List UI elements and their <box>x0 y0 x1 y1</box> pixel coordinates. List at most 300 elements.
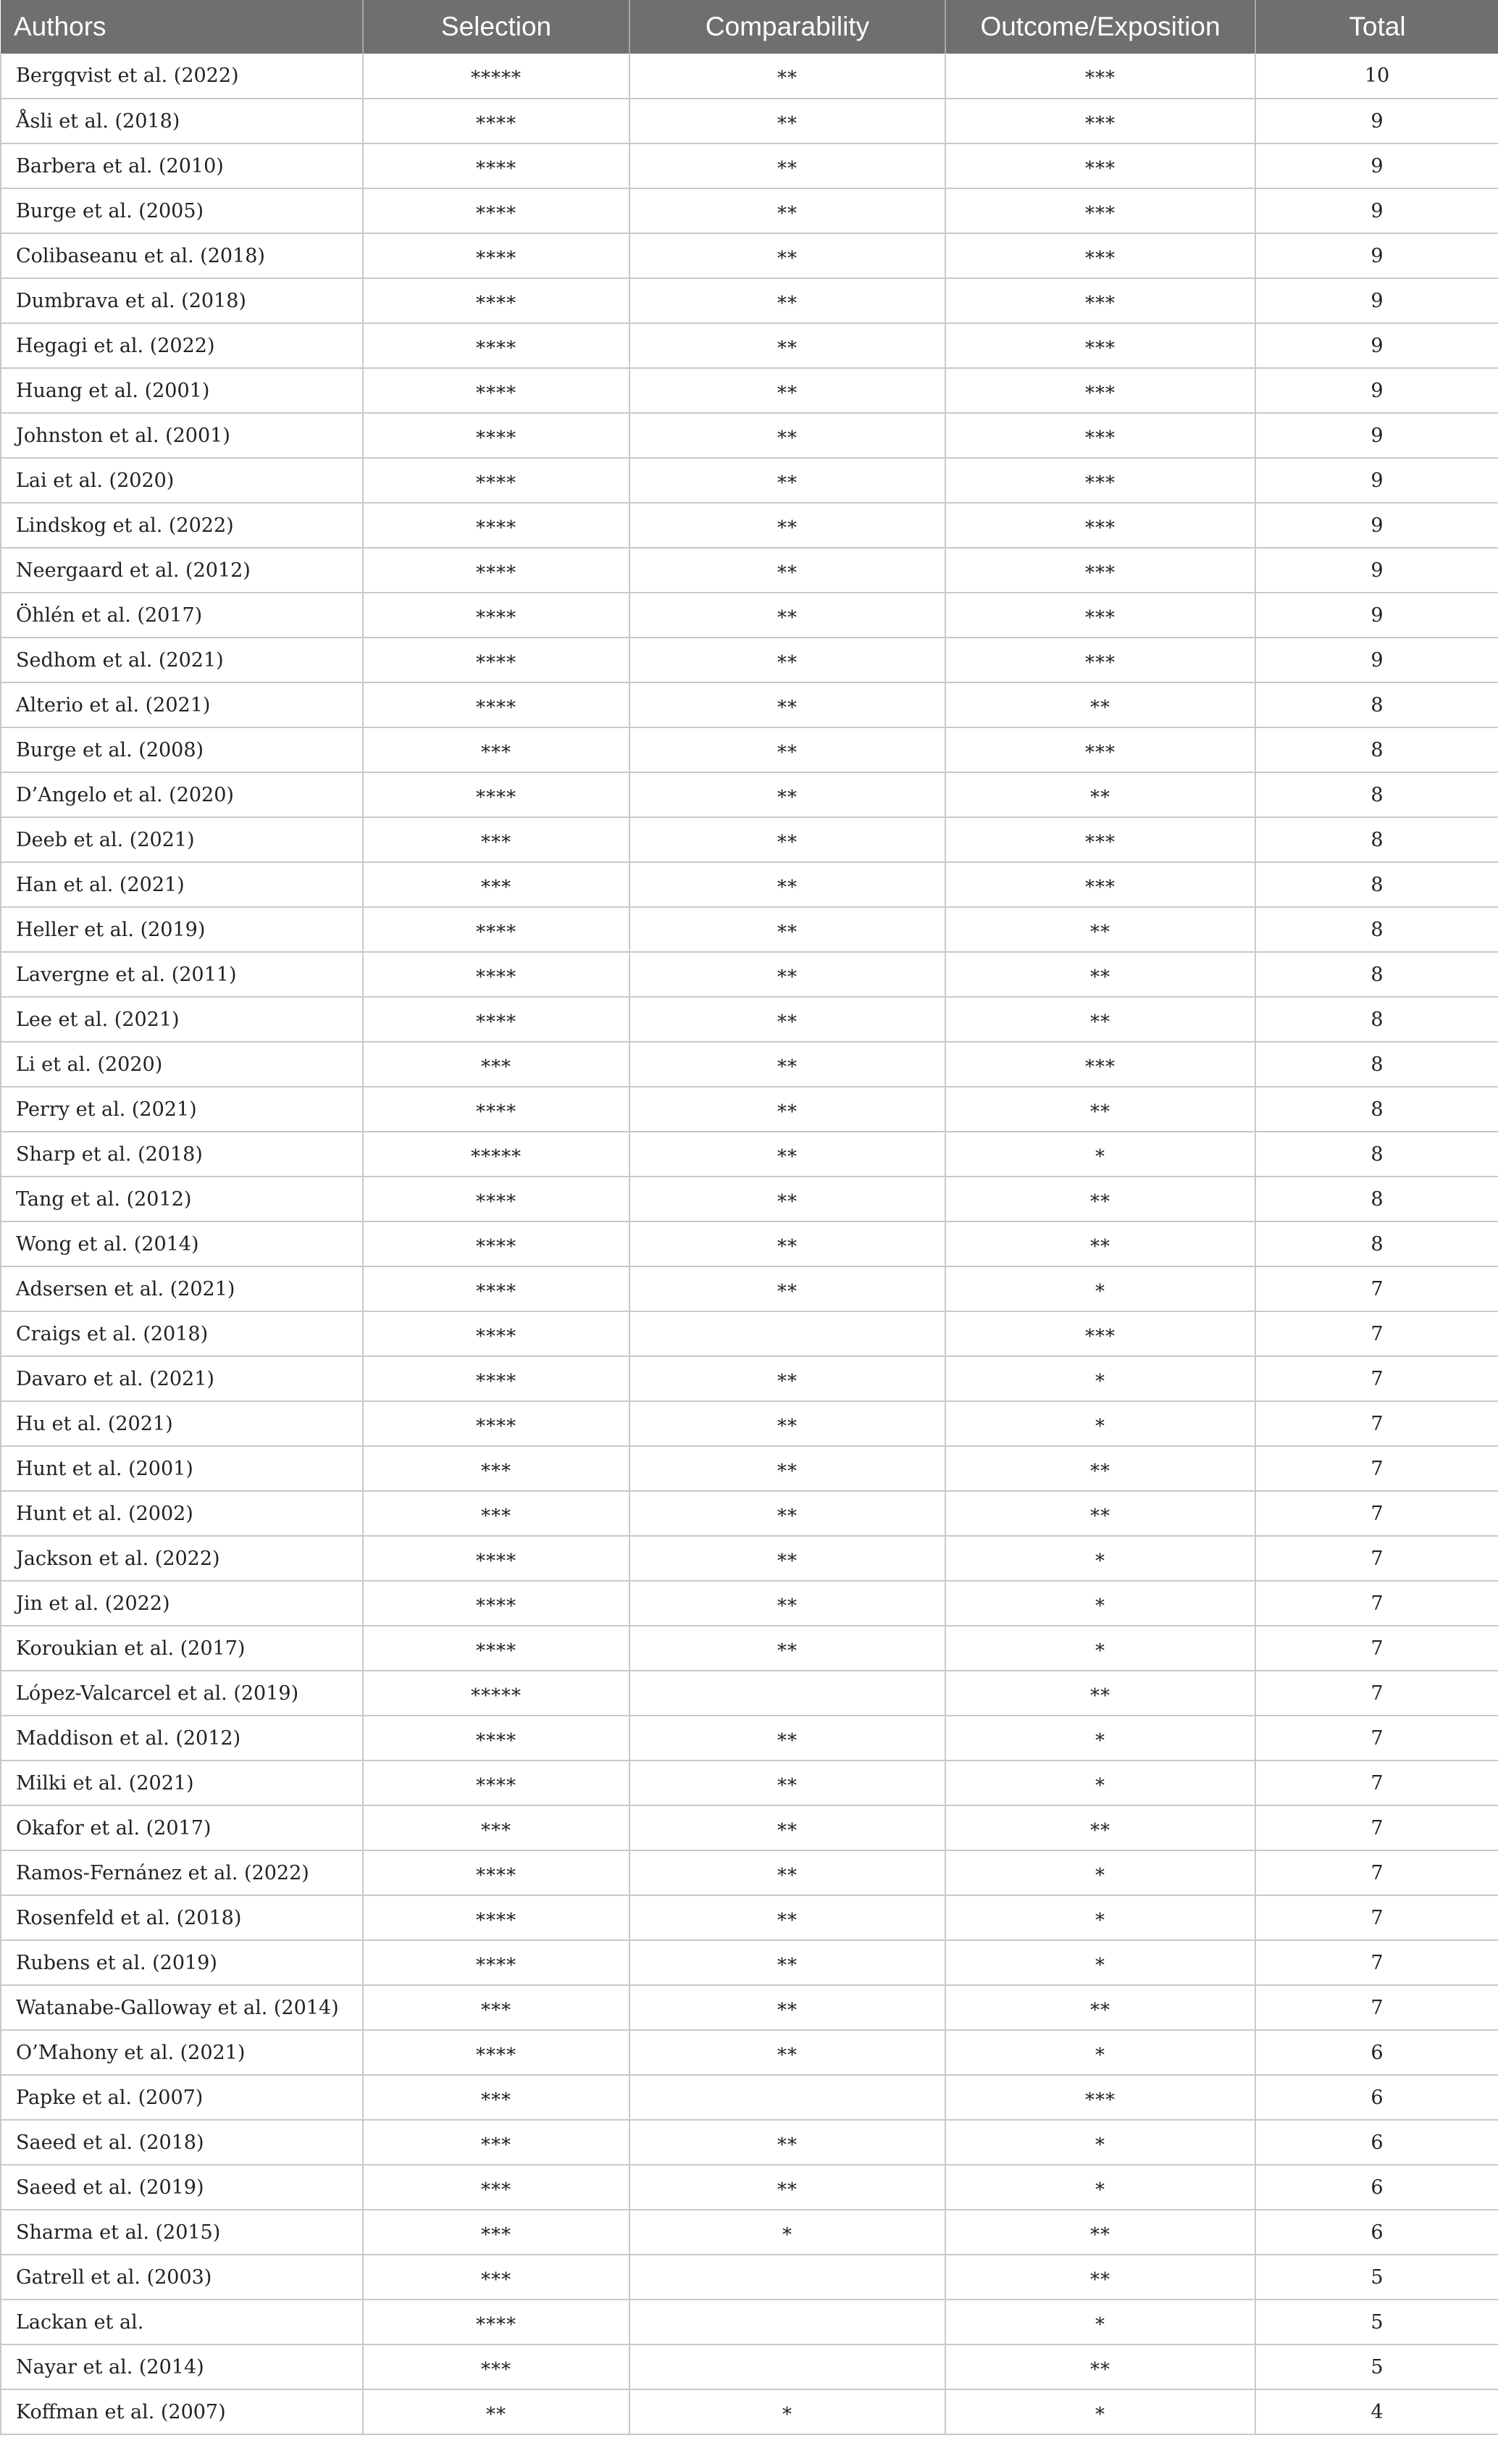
cell-selection <box>363 1940 629 1985</box>
cell-total: 7 <box>1255 1850 1498 1895</box>
cell-comparability <box>629 862 945 907</box>
cell-selection-stars: *** <box>481 2089 511 2111</box>
cell-total: 8 <box>1255 862 1498 907</box>
table-row <box>1 368 1498 413</box>
cell-outcome-exposition-stars: * <box>1095 2044 1105 2066</box>
cell-comparability <box>629 54 945 99</box>
cell-total: 7 <box>1255 1940 1498 1985</box>
cell-selection <box>363 1491 629 1536</box>
cell-outcome-exposition <box>945 1042 1255 1087</box>
cell-comparability-stars: ** <box>777 1190 798 1213</box>
cell-outcome-exposition <box>945 413 1255 458</box>
cell-authors: Heller et al. (2019) <box>1 907 363 952</box>
cell-selection <box>363 2210 629 2255</box>
cell-comparability <box>629 2075 945 2120</box>
cell-comparability-stars: ** <box>777 1145 798 1168</box>
cell-outcome-exposition-stars: ** <box>1090 1101 1110 1123</box>
cell-outcome-exposition-stars: * <box>1095 1280 1105 1303</box>
cell-selection-stars: **** <box>476 1280 516 1303</box>
cell-total: 8 <box>1255 682 1498 727</box>
cell-outcome-exposition <box>945 862 1255 907</box>
cell-comparability-stars: ** <box>777 651 798 674</box>
cell-outcome-exposition <box>945 1356 1255 1401</box>
cell-total: 9 <box>1255 323 1498 368</box>
cell-comparability-stars: ** <box>777 1056 798 1078</box>
cell-outcome-exposition <box>945 1132 1255 1177</box>
table-row <box>1 952 1498 997</box>
cell-comparability-stars: ** <box>777 741 798 764</box>
cell-comparability-stars: ** <box>777 2044 798 2066</box>
cell-selection <box>363 188 629 233</box>
cell-comparability <box>629 1536 945 1581</box>
cell-total: 4 <box>1255 2389 1498 2434</box>
cell-total: 9 <box>1255 278 1498 323</box>
cell-outcome-exposition-stars: *** <box>1085 741 1116 764</box>
cell-outcome-exposition-stars: ** <box>1090 1011 1110 1033</box>
cell-selection-stars: ***** <box>471 1684 522 1707</box>
cell-outcome-exposition <box>945 772 1255 817</box>
cell-comparability-stars: ** <box>777 2134 798 2156</box>
cell-outcome-exposition <box>945 1805 1255 1850</box>
cell-selection <box>363 278 629 323</box>
cell-comparability-stars: ** <box>777 966 798 988</box>
cell-outcome-exposition <box>945 2120 1255 2165</box>
cell-authors: Papke et al. (2007) <box>1 2075 363 2120</box>
cell-selection <box>363 2165 629 2210</box>
cell-comparability-stars: ** <box>777 696 798 719</box>
cell-comparability <box>629 413 945 458</box>
cell-total: 7 <box>1255 1356 1498 1401</box>
header-row <box>1 0 1498 54</box>
table-row <box>1 54 1498 99</box>
cell-outcome-exposition-stars: * <box>1095 1729 1105 1752</box>
header-outcome-exposition: Outcome/Exposition <box>945 0 1255 54</box>
cell-selection <box>363 548 629 593</box>
cell-total: 7 <box>1255 1985 1498 2030</box>
cell-selection-stars: **** <box>476 1101 516 1123</box>
table-row <box>1 2075 1498 2120</box>
cell-comparability-stars: ** <box>777 1235 798 1258</box>
cell-total: 9 <box>1255 99 1498 143</box>
table-row <box>1 1626 1498 1671</box>
cell-outcome-exposition-stars: * <box>1095 2134 1105 2156</box>
cell-authors: Nayar et al. (2014) <box>1 2344 363 2389</box>
cell-selection-stars: **** <box>476 1640 516 1662</box>
cell-selection-stars: **** <box>476 292 516 314</box>
cell-outcome-exposition <box>945 278 1255 323</box>
header-authors: Authors <box>1 0 363 54</box>
cell-comparability <box>629 1671 945 1716</box>
cell-selection <box>363 907 629 952</box>
cell-total: 9 <box>1255 143 1498 188</box>
cell-selection <box>363 458 629 503</box>
cell-outcome-exposition <box>945 817 1255 862</box>
cell-selection <box>363 772 629 817</box>
cell-authors: O’Mahony et al. (2021) <box>1 2030 363 2075</box>
cell-outcome-exposition-stars: *** <box>1085 157 1116 180</box>
cell-comparability-stars: ** <box>777 1550 798 1572</box>
table-row <box>1 1356 1498 1401</box>
cell-comparability <box>629 1087 945 1132</box>
cell-selection <box>363 413 629 458</box>
cell-selection-stars: **** <box>476 1595 516 1617</box>
cell-comparability-stars: ** <box>777 112 798 135</box>
table-row <box>1 458 1498 503</box>
cell-outcome-exposition-stars: *** <box>1085 112 1116 135</box>
table-row <box>1 143 1498 188</box>
cell-selection <box>363 99 629 143</box>
cell-total: 9 <box>1255 593 1498 638</box>
cell-total: 9 <box>1255 503 1498 548</box>
cell-outcome-exposition-stars: *** <box>1085 1056 1116 1078</box>
table-row <box>1 2300 1498 2344</box>
table-row <box>1 593 1498 638</box>
cell-outcome-exposition-stars: *** <box>1085 427 1116 449</box>
cell-outcome-exposition-stars: ** <box>1090 1999 1110 2021</box>
cell-comparability-stars: ** <box>777 472 798 494</box>
cell-outcome-exposition <box>945 2344 1255 2389</box>
cell-selection-stars: *** <box>481 1505 511 1527</box>
table-row <box>1 682 1498 727</box>
cell-comparability <box>629 458 945 503</box>
cell-authors: Milki et al. (2021) <box>1 1761 363 1805</box>
cell-outcome-exposition-stars: ** <box>1090 1684 1110 1707</box>
cell-total: 8 <box>1255 1042 1498 1087</box>
cell-total: 7 <box>1255 1536 1498 1581</box>
cell-total: 8 <box>1255 1177 1498 1221</box>
cell-outcome-exposition <box>945 1626 1255 1671</box>
cell-selection-stars: **** <box>476 1864 516 1887</box>
cell-authors: D’Angelo et al. (2020) <box>1 772 363 817</box>
cell-outcome-exposition <box>945 1985 1255 2030</box>
cell-authors: Colibaseanu et al. (2018) <box>1 233 363 278</box>
cell-selection-stars: **** <box>476 966 516 988</box>
cell-comparability <box>629 368 945 413</box>
cell-outcome-exposition-stars: * <box>1095 1370 1105 1392</box>
cell-selection <box>363 1042 629 1087</box>
table-row <box>1 2255 1498 2300</box>
cell-selection <box>363 2255 629 2300</box>
cell-authors: Barbera et al. (2010) <box>1 143 363 188</box>
cell-comparability <box>629 2165 945 2210</box>
cell-selection-stars: **** <box>476 1235 516 1258</box>
cell-authors: Lee et al. (2021) <box>1 997 363 1042</box>
cell-outcome-exposition <box>945 1221 1255 1266</box>
table-row <box>1 323 1498 368</box>
cell-selection <box>363 1177 629 1221</box>
cell-authors: Ramos-Fernánez et al. (2022) <box>1 1850 363 1895</box>
cell-selection-stars: **** <box>476 202 516 225</box>
cell-authors: Deeb et al. (2021) <box>1 817 363 862</box>
cell-authors: Okafor et al. (2017) <box>1 1805 363 1850</box>
cell-comparability-stars: ** <box>777 337 798 359</box>
cell-selection-stars: **** <box>476 382 516 404</box>
cell-comparability <box>629 1581 945 1626</box>
cell-comparability <box>629 278 945 323</box>
cell-total: 9 <box>1255 413 1498 458</box>
cell-outcome-exposition-stars: * <box>1095 1595 1105 1617</box>
cell-comparability <box>629 1177 945 1221</box>
cell-selection-stars: *** <box>481 2179 511 2201</box>
cell-authors: Davaro et al. (2021) <box>1 1356 363 1401</box>
cell-total: 8 <box>1255 817 1498 862</box>
cell-outcome-exposition <box>945 1177 1255 1221</box>
cell-authors: Maddison et al. (2012) <box>1 1716 363 1761</box>
cell-outcome-exposition-stars: *** <box>1085 202 1116 225</box>
cell-selection-stars: *** <box>481 2134 511 2156</box>
cell-outcome-exposition-stars: ** <box>1090 696 1110 719</box>
table-row <box>1 233 1498 278</box>
cell-selection <box>363 1401 629 1446</box>
cell-authors: Jackson et al. (2022) <box>1 1536 363 1581</box>
cell-selection <box>363 1132 629 1177</box>
cell-outcome-exposition-stars: * <box>1095 2313 1105 2336</box>
cell-selection-stars: **** <box>476 1011 516 1033</box>
cell-outcome-exposition-stars: * <box>1095 2403 1105 2426</box>
cell-comparability-stars: ** <box>777 292 798 314</box>
cell-total: 8 <box>1255 1132 1498 1177</box>
cell-selection-stars: **** <box>476 112 516 135</box>
cell-comparability-stars: ** <box>777 876 798 898</box>
cell-authors: Wong et al. (2014) <box>1 1221 363 1266</box>
cell-selection-stars: **** <box>476 1550 516 1572</box>
cell-outcome-exposition <box>945 1401 1255 1446</box>
cell-comparability <box>629 503 945 548</box>
table-body <box>1 54 1498 2434</box>
cell-outcome-exposition-stars: *** <box>1085 831 1116 853</box>
cell-authors: Huang et al. (2001) <box>1 368 363 413</box>
cell-comparability-stars: ** <box>777 1954 798 1976</box>
cell-selection <box>363 1626 629 1671</box>
cell-authors: Saeed et al. (2019) <box>1 2165 363 2210</box>
cell-outcome-exposition-stars: * <box>1095 1774 1105 1797</box>
cell-comparability <box>629 2300 945 2344</box>
cell-comparability <box>629 1895 945 1940</box>
cell-outcome-exposition-stars: *** <box>1085 472 1116 494</box>
cell-outcome-exposition-stars: *** <box>1085 876 1116 898</box>
cell-selection-stars: **** <box>476 1415 516 1437</box>
cell-comparability <box>629 907 945 952</box>
cell-outcome-exposition <box>945 548 1255 593</box>
table-row <box>1 188 1498 233</box>
table-row <box>1 1895 1498 1940</box>
cell-selection <box>363 233 629 278</box>
cell-comparability <box>629 638 945 682</box>
cell-total: 5 <box>1255 2344 1498 2389</box>
cell-outcome-exposition-stars: *** <box>1085 247 1116 270</box>
cell-comparability <box>629 1491 945 1536</box>
cell-outcome-exposition <box>945 1491 1255 1536</box>
cell-selection <box>363 2300 629 2344</box>
table-row <box>1 1087 1498 1132</box>
cell-total: 7 <box>1255 1671 1498 1716</box>
header-total: Total <box>1349 12 1406 41</box>
cell-outcome-exposition <box>945 1716 1255 1761</box>
cell-outcome-exposition <box>945 1536 1255 1581</box>
table-row <box>1 638 1498 682</box>
table-row <box>1 1850 1498 1895</box>
cell-total: 8 <box>1255 952 1498 997</box>
cell-comparability-stars: ** <box>777 157 798 180</box>
cell-comparability-stars: ** <box>777 1640 798 1662</box>
cell-selection <box>363 1581 629 1626</box>
cell-selection <box>363 727 629 772</box>
cell-selection-stars: *** <box>481 876 511 898</box>
cell-comparability-stars: ** <box>777 1774 798 1797</box>
table-row <box>1 2344 1498 2389</box>
cell-comparability-stars: ** <box>777 1280 798 1303</box>
cell-outcome-exposition-stars: ** <box>1090 1190 1110 1213</box>
cell-comparability <box>629 1311 945 1356</box>
cell-outcome-exposition-stars: ** <box>1090 2358 1110 2381</box>
cell-comparability <box>629 323 945 368</box>
cell-outcome-exposition-stars: *** <box>1085 606 1116 629</box>
cell-comparability <box>629 2389 945 2434</box>
cell-outcome-exposition-stars: ** <box>1090 1819 1110 1842</box>
cell-comparability <box>629 143 945 188</box>
cell-selection-stars: **** <box>476 1370 516 1392</box>
cell-comparability-stars: ** <box>777 1011 798 1033</box>
cell-outcome-exposition <box>945 368 1255 413</box>
cell-total: 7 <box>1255 1266 1498 1311</box>
cell-comparability <box>629 1266 945 1311</box>
cell-comparability-stars: ** <box>777 427 798 449</box>
cell-outcome-exposition-stars: * <box>1095 1145 1105 1168</box>
table-row <box>1 1221 1498 1266</box>
cell-comparability-stars: ** <box>777 202 798 225</box>
cell-authors: Jin et al. (2022) <box>1 1581 363 1626</box>
cell-outcome-exposition <box>945 1761 1255 1805</box>
cell-selection <box>363 1221 629 1266</box>
cell-outcome-exposition <box>945 54 1255 99</box>
cell-outcome-exposition <box>945 1446 1255 1491</box>
cell-comparability-stars: * <box>782 2223 792 2246</box>
cell-authors: Åsli et al. (2018) <box>1 99 363 143</box>
cell-authors: Koroukian et al. (2017) <box>1 1626 363 1671</box>
table-row <box>1 1985 1498 2030</box>
cell-total: 8 <box>1255 1087 1498 1132</box>
cell-total: 6 <box>1255 2120 1498 2165</box>
cell-outcome-exposition <box>945 907 1255 952</box>
cell-authors: Burge et al. (2008) <box>1 727 363 772</box>
table-row <box>1 727 1498 772</box>
table-header <box>1 0 1498 54</box>
cell-comparability <box>629 1716 945 1761</box>
cell-comparability-stars: ** <box>777 831 798 853</box>
cell-outcome-exposition <box>945 2030 1255 2075</box>
cell-comparability <box>629 997 945 1042</box>
cell-outcome-exposition <box>945 638 1255 682</box>
cell-outcome-exposition <box>945 2389 1255 2434</box>
cell-selection-stars: **** <box>476 786 516 809</box>
table-row <box>1 1805 1498 1850</box>
cell-outcome-exposition-stars: * <box>1095 1415 1105 1437</box>
cell-selection-stars: *** <box>481 1819 511 1842</box>
cell-comparability <box>629 682 945 727</box>
cell-selection <box>363 1446 629 1491</box>
cell-selection-stars: **** <box>476 921 516 943</box>
cell-comparability <box>629 772 945 817</box>
cell-selection <box>363 54 629 99</box>
cell-authors: Saeed et al. (2018) <box>1 2120 363 2165</box>
cell-comparability <box>629 1042 945 1087</box>
cell-selection <box>363 1266 629 1311</box>
cell-total: 5 <box>1255 2300 1498 2344</box>
cell-selection <box>363 1311 629 1356</box>
cell-authors: Lai et al. (2020) <box>1 458 363 503</box>
cell-authors: Craigs et al. (2018) <box>1 1311 363 1356</box>
cell-authors: Öhlén et al. (2017) <box>1 593 363 638</box>
cell-selection <box>363 1356 629 1401</box>
cell-total: 6 <box>1255 2030 1498 2075</box>
cell-comparability-stars: ** <box>777 1595 798 1617</box>
cell-comparability <box>629 1850 945 1895</box>
cell-selection <box>363 1805 629 1850</box>
cell-comparability-stars: ** <box>777 1729 798 1752</box>
cell-authors: Sedhom et al. (2021) <box>1 638 363 682</box>
cell-authors: Hunt et al. (2001) <box>1 1446 363 1491</box>
cell-outcome-exposition <box>945 593 1255 638</box>
cell-authors: Koffman et al. (2007) <box>1 2389 363 2434</box>
cell-selection-stars: *** <box>481 831 511 853</box>
cell-outcome-exposition <box>945 1850 1255 1895</box>
cell-outcome-exposition <box>945 1671 1255 1716</box>
cell-outcome-exposition <box>945 2300 1255 2344</box>
cell-selection <box>363 1761 629 1805</box>
cell-comparability-stars: ** <box>777 1819 798 1842</box>
cell-comparability <box>629 2344 945 2389</box>
table-row <box>1 1671 1498 1716</box>
cell-total: 7 <box>1255 1716 1498 1761</box>
cell-outcome-exposition <box>945 2210 1255 2255</box>
cell-outcome-exposition <box>945 1581 1255 1626</box>
cell-selection <box>363 682 629 727</box>
cell-selection <box>363 1850 629 1895</box>
cell-outcome-exposition-stars: *** <box>1085 337 1116 359</box>
cell-total: 8 <box>1255 1221 1498 1266</box>
cell-selection-stars: **** <box>476 1774 516 1797</box>
cell-outcome-exposition <box>945 99 1255 143</box>
cell-selection-stars: ***** <box>471 67 522 89</box>
cell-authors: Bergqvist et al. (2022) <box>1 54 363 99</box>
table-row <box>1 1311 1498 1356</box>
cell-outcome-exposition-stars: * <box>1095 1864 1105 1887</box>
cell-outcome-exposition <box>945 233 1255 278</box>
cell-selection-stars: ** <box>486 2403 506 2426</box>
cell-selection-stars: **** <box>476 1909 516 1931</box>
cell-outcome-exposition-stars: * <box>1095 1909 1105 1931</box>
cell-selection-stars: **** <box>476 157 516 180</box>
cell-comparability <box>629 1356 945 1401</box>
cell-total: 7 <box>1255 1581 1498 1626</box>
cell-selection-stars: **** <box>476 1325 516 1348</box>
cell-outcome-exposition <box>945 727 1255 772</box>
cell-selection-stars: **** <box>476 2044 516 2066</box>
cell-total: 9 <box>1255 233 1498 278</box>
cell-outcome-exposition <box>945 1895 1255 1940</box>
cell-comparability <box>629 548 945 593</box>
cell-selection-stars: **** <box>476 696 516 719</box>
cell-total: 8 <box>1255 997 1498 1042</box>
cell-comparability <box>629 952 945 997</box>
cell-comparability-stars: ** <box>777 67 798 89</box>
cell-authors: Sharp et al. (2018) <box>1 1132 363 1177</box>
cell-selection <box>363 143 629 188</box>
cell-outcome-exposition <box>945 1311 1255 1356</box>
cell-comparability-stars: ** <box>777 247 798 270</box>
cell-authors: Rubens et al. (2019) <box>1 1940 363 1985</box>
table-row <box>1 413 1498 458</box>
